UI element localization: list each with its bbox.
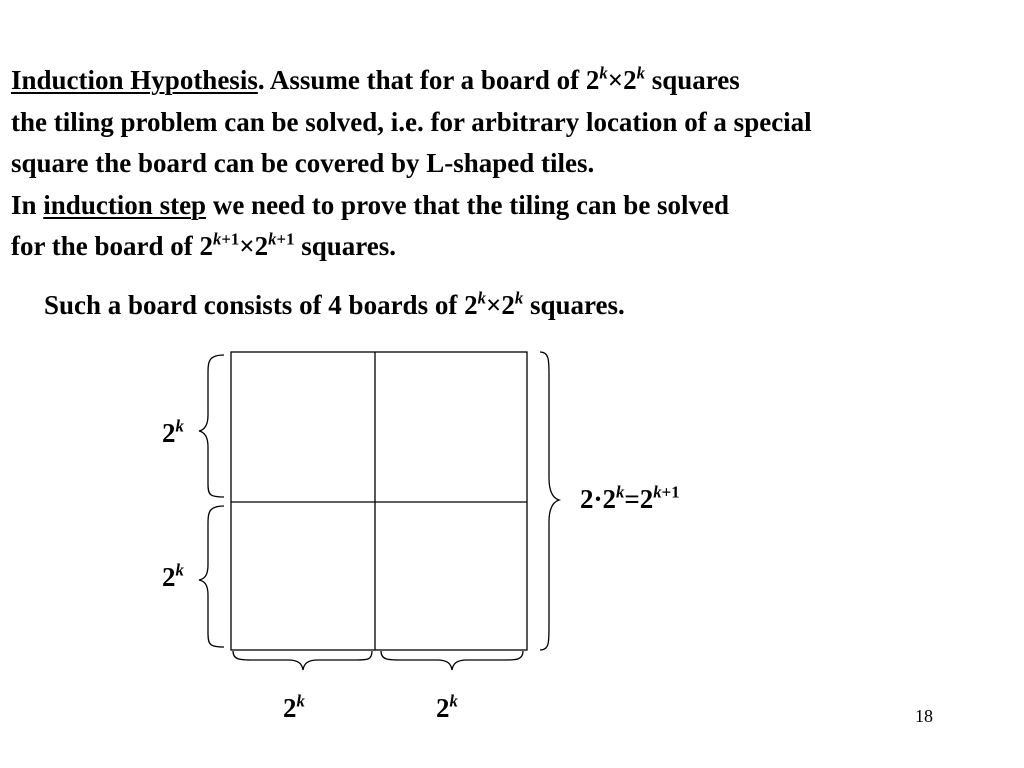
page-number: 18	[915, 706, 933, 726]
step-line-2: for the board of $2^{k+1}\times 2^{k+1}$ squares.	[11, 229, 396, 261]
hypothesis-line-3: square the board can be covered by L-shaped tiles.	[11, 148, 595, 178]
consists-line: Such a board consists of 4 boards of $2^k\times 2^k$ squares.	[44, 288, 625, 320]
bottom-brace-left	[233, 651, 372, 670]
left-brace-top	[199, 355, 224, 497]
label-total: $2\cdot 2^k=2^{k+1}$	[580, 482, 680, 514]
right-brace	[540, 352, 559, 650]
bottom-brace-right	[381, 651, 523, 670]
label-bottom-left: 2$^k$	[283, 691, 305, 723]
board-outline	[231, 352, 527, 650]
label-left-bottom: 2$^k$	[162, 560, 184, 592]
label-bottom-right: 2$^k$	[436, 691, 458, 723]
hypothesis-heading: Induction Hypothesis	[11, 65, 258, 95]
hypothesis-line-2: the tiling problem can be solved, i.e. for arbitrary location of a special	[11, 106, 812, 137]
induction-step-term: induction step	[43, 189, 207, 220]
label-left-top: 2$^k$	[162, 416, 184, 448]
step-line-1: In induction step we need to prove that the tiling can be solved	[11, 189, 730, 220]
left-brace-bottom	[199, 506, 224, 647]
hypothesis-line-1: Induction Hypothesis. Assume that for a board of $2^k\times 2^k$ squares	[11, 63, 740, 95]
